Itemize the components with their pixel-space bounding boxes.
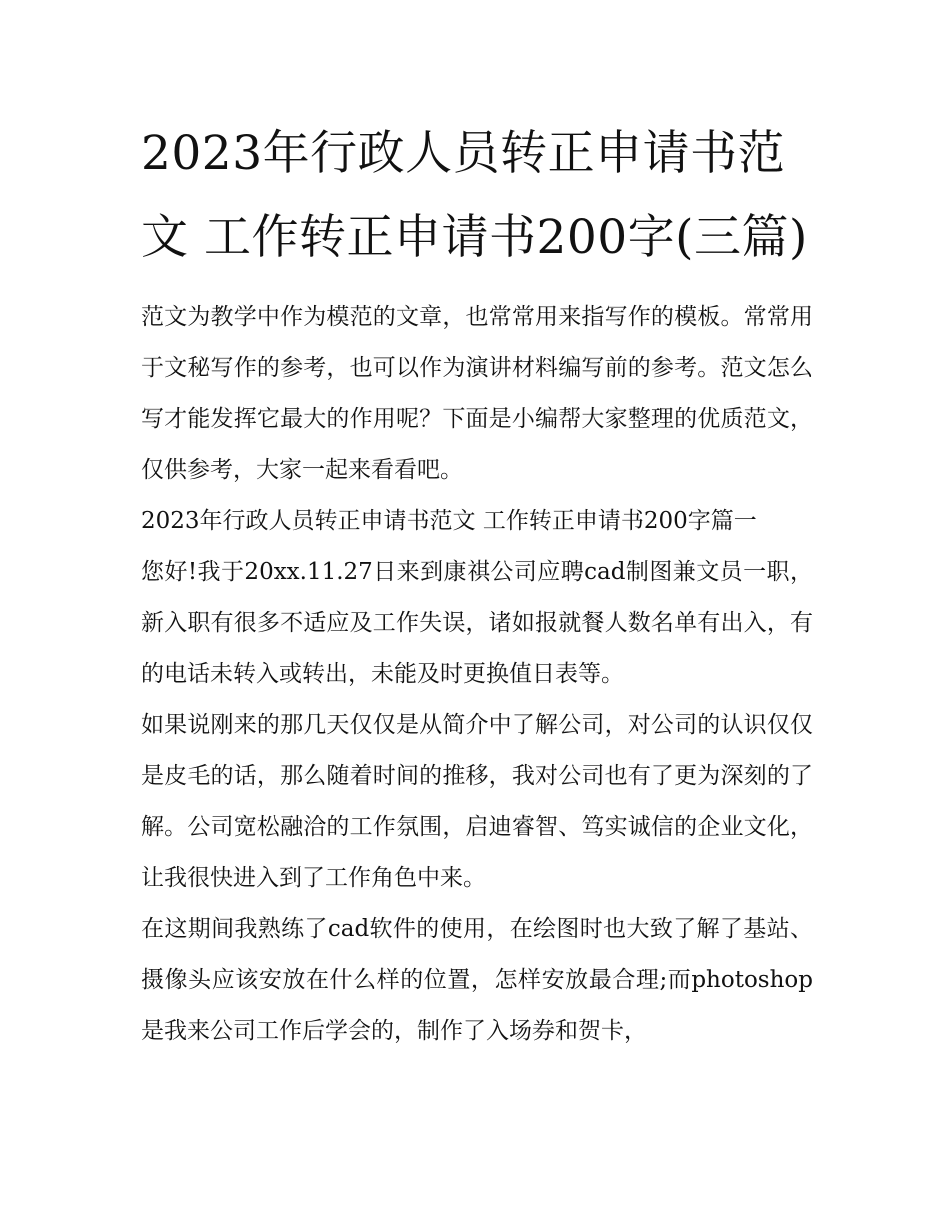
body-paragraph: 您好!我于20xx.11.27日来到康祺公司应聘cad制图兼文员一职，新入职有很多不适应及工作失误，诸如报就餐人数名单有出入，有的电话未转入或转出，未能及时更换值日表等。 xyxy=(141,559,813,687)
body-paragraph: 在这期间我熟练了cad软件的使用，在绘图时也大致了解了基站、摄像头应该安放在什么样的位置，怎样安放最合理;而photoshop是我来公司工作后学会的，制作了入场券和贺卡， xyxy=(141,916,813,1044)
body-paragraph: 如果说刚来的那几天仅仅是从简介中了解公司，对公司的认识仅仅是皮毛的话，那么随着时间的推移，我对公司也有了更为深刻的了解。公司宽松融洽的工作氛围，启迪睿智、笃实诚信的企业文化，让我很快进入到了工作角色中来。 xyxy=(141,712,813,891)
section-heading: 2023年行政人员转正申请书范文 工作转正申请书200字篇一 xyxy=(141,508,757,534)
intro-paragraph: 范文为教学中作为模范的文章，也常常用来指写作的模板。常常用于文秘写作的参考，也可以作为演讲材料编写前的参考。范文怎么写才能发挥它最大的作用呢？下面是小编帮大家整理的优质范文，仅供参考，大家一起来看看吧。 xyxy=(141,304,813,483)
document-title: 2023年行政人员转正申请书范文 工作转正申请书200字(三篇) xyxy=(141,126,808,265)
document-body xyxy=(141,112,813,1057)
